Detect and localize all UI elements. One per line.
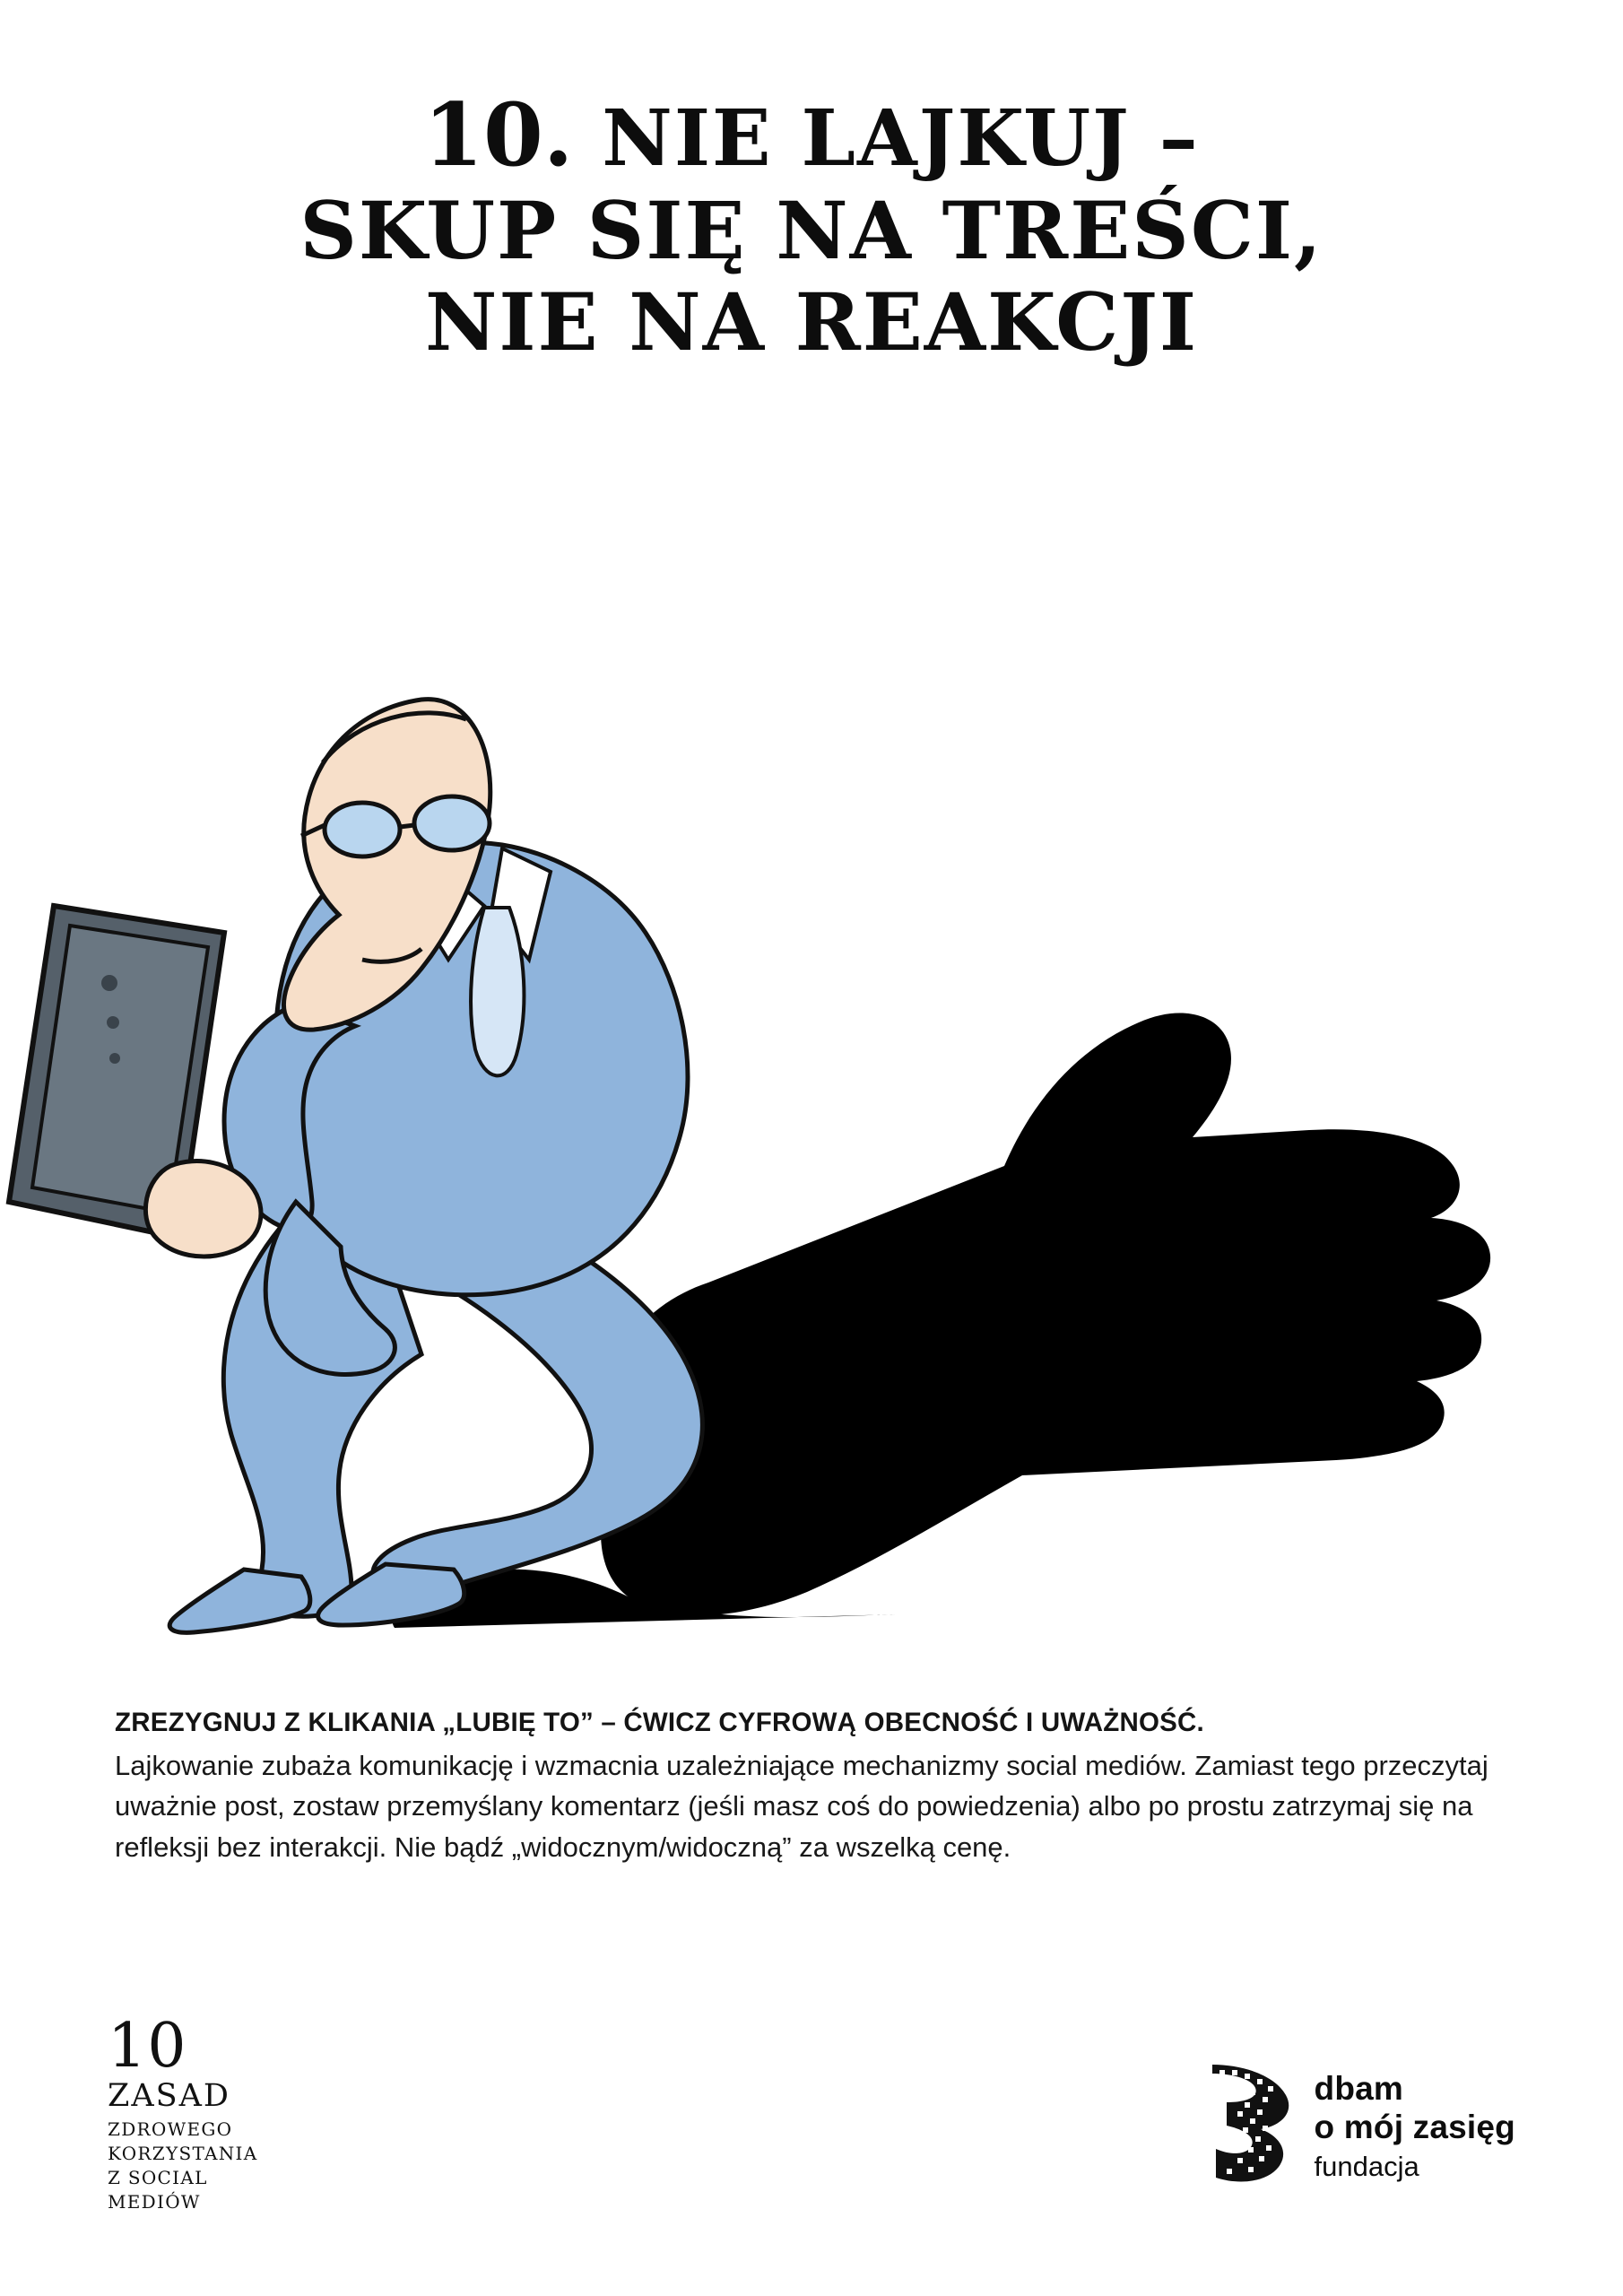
title-line-1-text: NIE LAJKUJ – bbox=[602, 93, 1200, 184]
title-line-2: SKUP SIĘ NA TREŚCI, bbox=[299, 184, 1324, 278]
illustration-man-with-tablet bbox=[0, 664, 1623, 1641]
badge-line-4: MEDIÓW bbox=[108, 2191, 201, 2213]
dbam-o-moj-zasieg-mark-icon bbox=[1207, 2063, 1293, 2185]
badge-word: ZASAD bbox=[108, 2077, 230, 2114]
badge-line-2: KORZYSTANIA bbox=[108, 2143, 258, 2165]
title-line-1 bbox=[0, 85, 1623, 185]
badge-line-1: ZDROWEGO bbox=[108, 2118, 233, 2141]
body-lead: ZREZYGNUJ Z KLIKANIA „LUBIĘ TO” – ĆWICZ CYFROWĄ OBECNOŚĆ I UWAŻNOŚĆ. bbox=[115, 1708, 1204, 1737]
logo-line-3: fundacja bbox=[1314, 2151, 1419, 2183]
logo-line-1: dbam bbox=[1314, 2070, 1404, 2107]
logo-line-2: o mój zasięg bbox=[1314, 2108, 1515, 2145]
foundation-logo bbox=[1207, 2063, 1515, 2185]
page-title bbox=[0, 85, 1623, 369]
title-line-3: NIE NA REAKCJI bbox=[424, 275, 1199, 370]
badge-number: 10 bbox=[108, 2011, 187, 2082]
campaign-badge bbox=[108, 2011, 314, 2214]
body-paragraph: Lajkowanie zubaża komunikację i wzmacnia uzależniające mechanizmy social mediów. Zamiast tego przeczytaj uważnie post, zostaw przemyślany komentarz (jeśli masz coś do powiedzenia) albo po prostu zatrzymaj się na refleksji bez interakcji. Nie bądź „widocznym/widoczną” za wszelką cenę. bbox=[115, 1749, 1488, 1863]
title-number: 10. bbox=[423, 84, 574, 186]
body-text-block bbox=[115, 1704, 1514, 1868]
tablet-device-icon bbox=[9, 906, 261, 1257]
badge-line-3: Z SOCIAL bbox=[108, 2167, 208, 2189]
logo-wordmark bbox=[1315, 2063, 1515, 2183]
